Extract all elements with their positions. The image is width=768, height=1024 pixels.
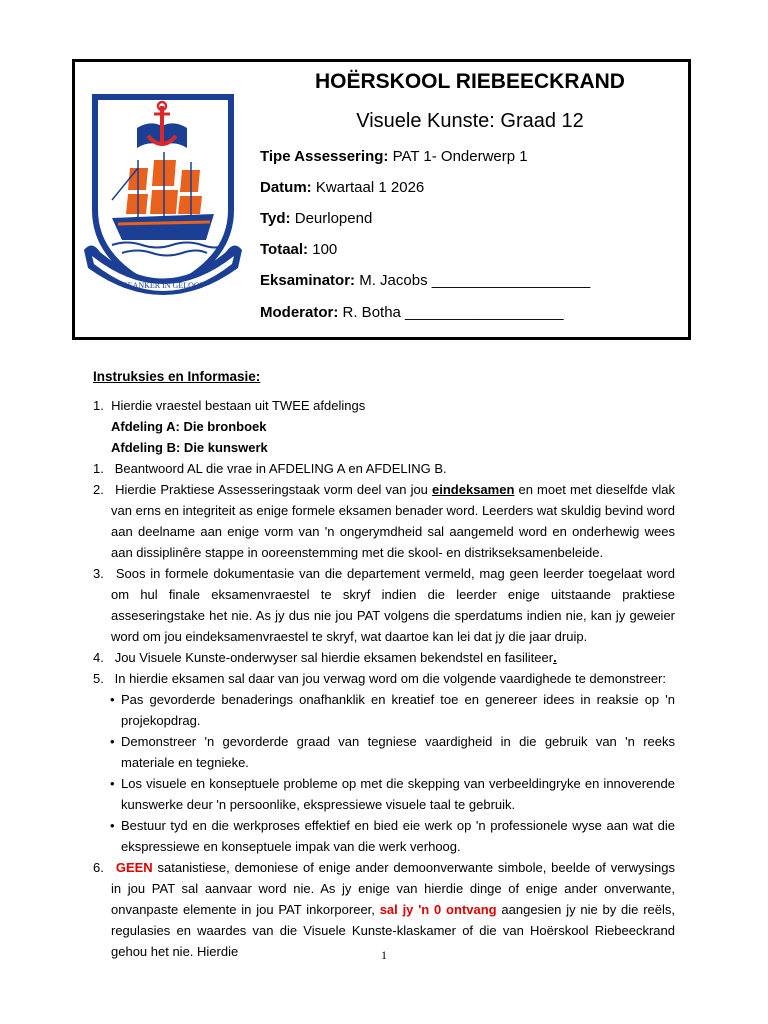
skill-bullet: Pas gevorderde benaderings onafhanklik en kreatief toe en genereer idees in reaksie op 'n projekopdrag.: [121, 692, 675, 728]
info-moderator: Moderator: R. Botha ___________________: [260, 304, 564, 321]
list-item: 1. Beantwoord AL die vrae in AFDELING A en AFDELING B.: [93, 461, 447, 476]
list-item-number: 2.: [93, 482, 104, 497]
list-item-number: 5.: [93, 671, 104, 686]
school-crest-logo: [82, 90, 244, 310]
crest-motto: GEANKER IN GELOOF: [121, 281, 205, 290]
info-total: Totaal: 100: [260, 241, 338, 258]
subject-title: Visuele Kunste: Graad 12: [356, 110, 584, 132]
skill-bullet: Demonstreer 'n gevorderde graad van tegniese vaardigheid in die gebruik van 'n reeks materiale en tegnieke.: [121, 734, 675, 770]
list-item-number: 3.: [93, 566, 104, 581]
bullet-icon: •: [110, 776, 115, 791]
list-item-number: 6.: [93, 860, 104, 875]
skill-bullet: Bestuur tyd en die werkproses effektief en bied eie werk op 'n professionele wyse aan wat die ekspressiewe en konseptuele impak van die werk verhoog.: [121, 818, 675, 854]
eindeksamen-emphasis: eindeksamen: [432, 482, 515, 497]
info-assessment-type: Tipe Assessering: PAT 1- Onderwerp 1: [260, 148, 528, 165]
list-item: Soos in formele dokumentasie van die departement vermeld, mag geen leerder toegelaat word om hul finale eksamenvraestel te skryf indien die leerder enige uitstaande praktiese asseseringstake het nie. As jy dus nie jou PAT volgens die sperdatums indien nie, kan jy geweier word om jou eindeksamenvraestel te skryf, wat daartoe kan lei dat jy die jaar druip.: [111, 566, 675, 644]
list-item: In hierdie eksamen sal daar van jou verwag word om die volgende vaardighede te demonstreer:: [114, 671, 667, 686]
bullet-icon: •: [110, 734, 115, 749]
info-examiner: Eksaminator: M. Jacobs ___________________: [260, 272, 591, 289]
list-item: Hierdie Praktiese Assesseringstaak vorm deel van jou eindeksamen en moet met dieselfde vlak van erns en integriteit as enige formele eksamen benader word. Leerders wat skuldig bevind word aan deelname aan enige vorm van 'n ongerymdheid sal aangemeld word en onderhewig wees aan dissiplinêre stappe in ooreenstemming met die skool- en distrikseksamenbeleide.: [111, 482, 676, 560]
page-number: 1: [381, 948, 387, 962]
list-item: GEEN satanistiese, demoniese of enige ander demoonverwante simbole, beelde of verwysings in jou PAT sal aanvaar word nie. As jy enige van hierdie dinge of enige ander onverwante, onvanpaste elemente in jou PAT inkorporeer, sal jy 'n 0 ontvang aangesien jy nie by die reëls, regulasies en waardes van die Visuele Kunste-klaskamer of die van Hoërskool Riebeeckrand gehou het nie. Hierdie: [111, 860, 675, 959]
bullet-icon: •: [110, 692, 115, 707]
info-time: Tyd: Deurlopend: [260, 210, 373, 227]
bullet-icon: •: [110, 818, 115, 833]
list-item: 1. Hierdie vraestel bestaan uit TWEE afdelings: [93, 398, 366, 413]
section-a-label: Afdeling A: Die bronboek: [111, 419, 267, 434]
list-item: 4. Jou Visuele Kunste-onderwyser sal hierdie eksamen bekendstel en fasiliteer.: [93, 650, 557, 665]
info-date: Datum: Kwartaal 1 2026: [260, 179, 425, 196]
school-name: HOËRSKOOL RIEBEECKRAND: [315, 70, 625, 93]
instructions-heading: Instruksies en Informasie:: [93, 369, 261, 384]
skill-bullet: Los visuele en konseptuele probleme op met die skepping van verbeeldingryke en innoverende kunswerke deur 'n persoonlike, ekspressiewe visuele taal te gebruik.: [121, 776, 675, 812]
geen-warning: GEEN: [115, 860, 153, 875]
section-b-label: Afdeling B: Die kunswerk: [111, 440, 268, 455]
zero-mark-warning: sal jy 'n 0 ontvang: [379, 902, 497, 917]
